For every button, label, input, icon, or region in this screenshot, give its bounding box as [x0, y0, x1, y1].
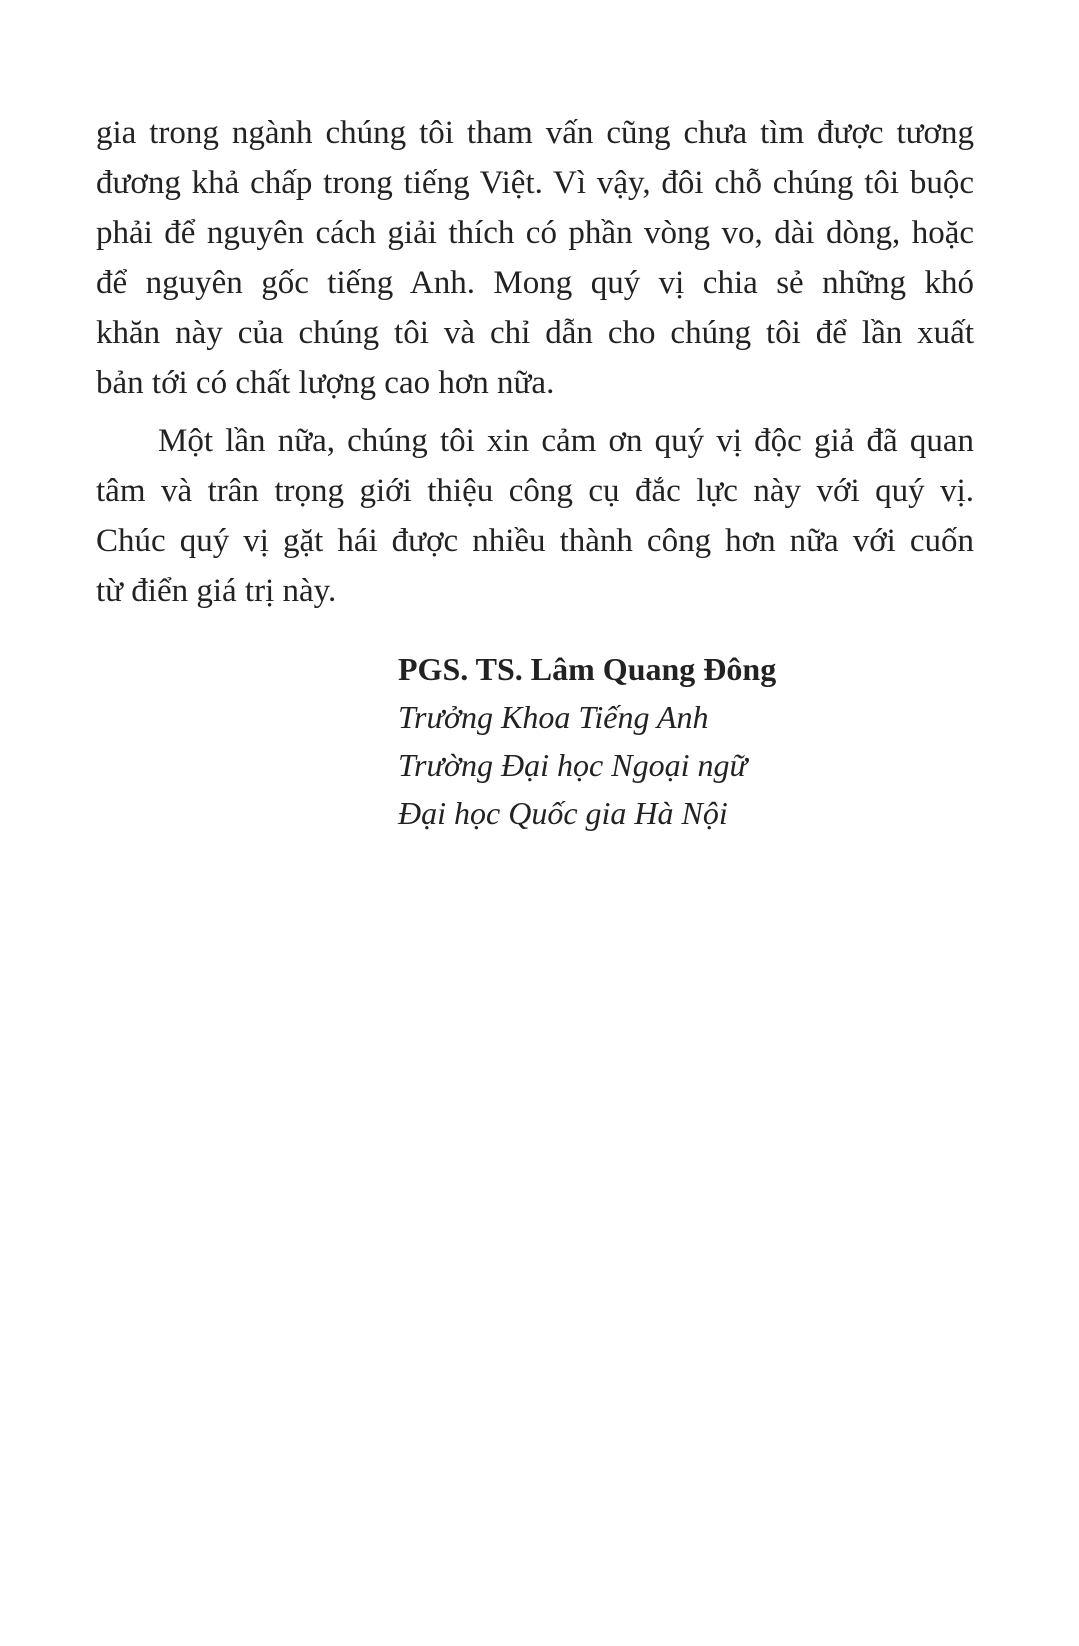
paragraph-line: khăn này của chúng tôi và chỉ dẫn cho chúng tôi để lần xuất: [96, 315, 974, 351]
signature-university: Đại học Quốc gia Hà Nội: [398, 795, 728, 831]
paragraph-line: tâm và trân trọng giới thiệu công cụ đắc lực này với quý vị.: [96, 473, 974, 509]
paragraph-line: gia trong ngành chúng tôi tham vấn cũng chưa tìm được tương: [96, 115, 974, 151]
paragraph-line: đương khả chấp trong tiếng Việt. Vì vậy, đôi chỗ chúng tôi buộc: [96, 165, 974, 201]
paragraph-line: để nguyên gốc tiếng Anh. Mong quý vị chia sẻ những khó: [96, 265, 974, 301]
paragraph-line: bản tới có chất lượng cao hơn nữa.: [96, 365, 555, 401]
signature-school: Trường Đại học Ngoại ngữ: [398, 747, 747, 783]
signature-block: [398, 645, 776, 837]
paragraph-spacer: [96, 408, 974, 416]
paragraph-line: từ điển giá trị này.: [96, 573, 337, 609]
paragraph-line: Một lần nữa, chúng tôi xin cảm ơn quý vị độc giả đã quan: [158, 423, 974, 459]
signature-name: PGS. TS. Lâm Quang Đông: [398, 651, 777, 687]
body-text: [96, 108, 974, 616]
paragraph-line: phải để nguyên cách giải thích có phần vòng vo, dài dòng, hoặc: [96, 215, 974, 251]
paragraph-2: [96, 416, 974, 616]
signature-title: Trưởng Khoa Tiếng Anh: [398, 699, 709, 735]
paragraph-1: [96, 108, 974, 408]
paragraph-line: Chúc quý vị gặt hái được nhiều thành công hơn nữa với cuốn: [96, 523, 974, 559]
